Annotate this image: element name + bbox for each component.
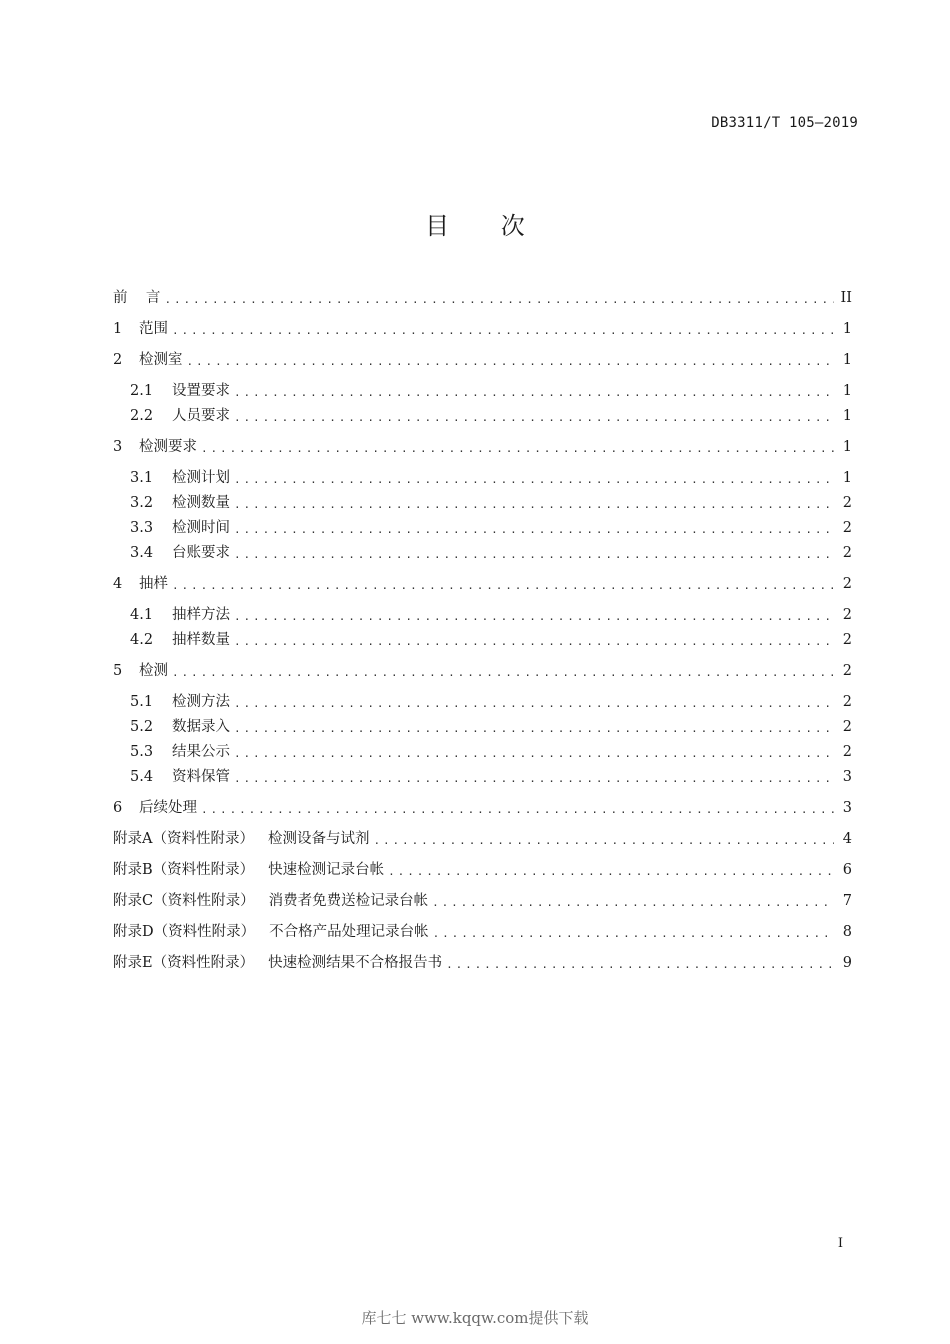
toc-leader	[432, 892, 834, 914]
toc-leader	[234, 382, 834, 404]
toc-entry-5-4[interactable]	[113, 766, 852, 788]
toc-label: 前 言	[113, 290, 161, 306]
toc-page: 7	[842, 893, 852, 909]
toc-page: II	[840, 290, 852, 306]
watermark: 库七七 www.kqqw.com提供下载	[361, 1309, 589, 1327]
toc-leader	[234, 469, 834, 491]
toc-page: 3	[842, 769, 852, 785]
toc-label: 人员要求	[172, 408, 230, 424]
toc-leader	[234, 631, 834, 653]
toc-number: 5.2	[130, 719, 154, 735]
toc-leader	[172, 320, 834, 342]
toc-page: 3	[842, 800, 852, 816]
toc-label: 数据录入	[172, 719, 230, 735]
toc-leader	[164, 289, 834, 311]
toc-entry-1[interactable]	[113, 318, 852, 340]
toc-entry-3-3[interactable]	[113, 517, 852, 539]
toc-entry-appendix-c[interactable]	[113, 890, 852, 912]
toc-appendix-tag: 附录E（资料性附录）	[113, 955, 255, 971]
toc-label: 不合格产品处理记录台帐	[269, 924, 429, 940]
toc-appendix-tag: 附录D（资料性附录）	[113, 924, 256, 940]
toc-number: 1	[113, 321, 123, 337]
toc-number: 3.2	[130, 495, 154, 511]
toc-page: 1	[842, 352, 852, 368]
toc-leader	[433, 923, 834, 945]
toc-leader	[234, 544, 834, 566]
toc-leader	[234, 768, 834, 790]
toc-page: 2	[842, 663, 852, 679]
toc-page: 2	[842, 744, 852, 760]
toc-page: 2	[842, 520, 852, 536]
toc-entry-4-2[interactable]	[113, 629, 852, 651]
toc-leader	[388, 861, 834, 883]
toc-leader	[234, 718, 834, 740]
toc-entry-2-1[interactable]	[113, 380, 852, 402]
toc-page: 1	[842, 408, 852, 424]
toc-label: 结果公示	[172, 744, 230, 760]
toc-label: 设置要求	[172, 383, 230, 399]
toc-page: 8	[842, 924, 852, 940]
toc-label: 检测设备与试剂	[267, 831, 370, 847]
toc-entry-6[interactable]	[113, 797, 852, 819]
toc-page: 1	[842, 383, 852, 399]
toc-label: 范围	[139, 321, 168, 337]
toc-entry-2[interactable]	[113, 349, 852, 371]
toc-entry-3-1[interactable]	[113, 467, 852, 489]
toc-entry-appendix-d[interactable]	[113, 921, 852, 943]
toc-label: 抽样数量	[172, 632, 230, 648]
toc-number: 5.3	[130, 744, 154, 760]
toc-entry-4-1[interactable]	[113, 604, 852, 626]
toc-entry-5-1[interactable]	[113, 691, 852, 713]
toc-label: 快速检测结果不合格报告书	[268, 955, 443, 971]
toc-label: 资料保管	[172, 769, 230, 785]
toc-leader	[234, 693, 834, 715]
toc-leader	[172, 575, 834, 597]
toc-page: 2	[842, 495, 852, 511]
page-title: 目 次	[425, 212, 547, 240]
toc-number: 2	[113, 352, 123, 368]
doc-code: DB3311/T 105—2019	[711, 115, 858, 131]
toc-page: 2	[842, 545, 852, 561]
toc-page: 2	[842, 632, 852, 648]
toc-appendix-tag: 附录B（资料性附录）	[113, 862, 255, 878]
toc-label: 检测要求	[139, 439, 197, 455]
toc-page: 1	[842, 470, 852, 486]
toc-entry-5-2[interactable]	[113, 716, 852, 738]
toc-appendix-tag: 附录A（资料性附录）	[113, 831, 254, 847]
toc-number: 3	[113, 439, 123, 455]
toc-page: 2	[842, 576, 852, 592]
toc-entry-2-2[interactable]	[113, 405, 852, 427]
toc-page: 4	[842, 831, 852, 847]
toc-leader	[446, 954, 834, 976]
toc-leader	[234, 743, 834, 765]
toc-appendix-tag: 附录C（资料性附录）	[113, 893, 255, 909]
toc-number: 2.1	[130, 383, 154, 399]
toc-number: 4.2	[130, 632, 154, 648]
toc-label: 检测时间	[172, 520, 230, 536]
toc-label: 检测计划	[172, 470, 230, 486]
toc-page: 9	[842, 955, 852, 971]
toc-number: 4	[113, 576, 123, 592]
toc-number: 5	[113, 663, 123, 679]
toc-entry-5-3[interactable]	[113, 741, 852, 763]
toc-page: 2	[842, 719, 852, 735]
toc-leader	[234, 494, 834, 516]
toc-leader	[201, 438, 834, 460]
toc-entry-appendix-a[interactable]	[113, 828, 852, 850]
toc-label: 快速检测记录台帐	[268, 862, 385, 878]
toc-number: 5.1	[130, 694, 154, 710]
toc-entry-5[interactable]	[113, 660, 852, 682]
toc-leader	[172, 662, 834, 684]
toc-entry-4[interactable]	[113, 573, 852, 595]
toc-label: 台账要求	[172, 545, 230, 561]
toc-leader	[234, 407, 834, 429]
toc-leader	[373, 830, 834, 852]
toc-page: 2	[842, 694, 852, 710]
toc-entry-preface[interactable]	[113, 287, 852, 309]
toc-label: 检测数量	[172, 495, 230, 511]
toc-label: 检测	[139, 663, 168, 679]
toc-number: 3.4	[130, 545, 154, 561]
toc-entry-3-4[interactable]	[113, 542, 852, 564]
toc-label: 抽样	[139, 576, 168, 592]
toc-number: 2.2	[130, 408, 154, 424]
toc-leader	[234, 519, 834, 541]
toc-number: 3.3	[130, 520, 154, 536]
toc-entry-3-2[interactable]	[113, 492, 852, 514]
toc-page: 2	[842, 607, 852, 623]
toc-page: 6	[842, 862, 852, 878]
toc-label: 抽样方法	[172, 607, 230, 623]
toc-label: 消费者免费送检记录台帐	[268, 893, 429, 909]
toc-number: 3.1	[130, 470, 154, 486]
toc-number: 5.4	[130, 769, 154, 785]
toc-leader	[234, 606, 834, 628]
toc-entry-appendix-b[interactable]	[113, 859, 852, 881]
toc-page: 1	[842, 439, 852, 455]
toc-label: 后续处理	[139, 800, 197, 816]
toc-number: 4.1	[130, 607, 154, 623]
toc-entry-appendix-e[interactable]	[113, 952, 852, 974]
toc-label: 检测室	[139, 352, 183, 368]
toc-leader	[201, 799, 834, 821]
page-number: I	[837, 1236, 843, 1251]
toc-label: 检测方法	[172, 694, 230, 710]
toc-page: 1	[842, 321, 852, 337]
toc-leader	[187, 351, 835, 373]
toc-number: 6	[113, 800, 123, 816]
toc-entry-3[interactable]	[113, 436, 852, 458]
